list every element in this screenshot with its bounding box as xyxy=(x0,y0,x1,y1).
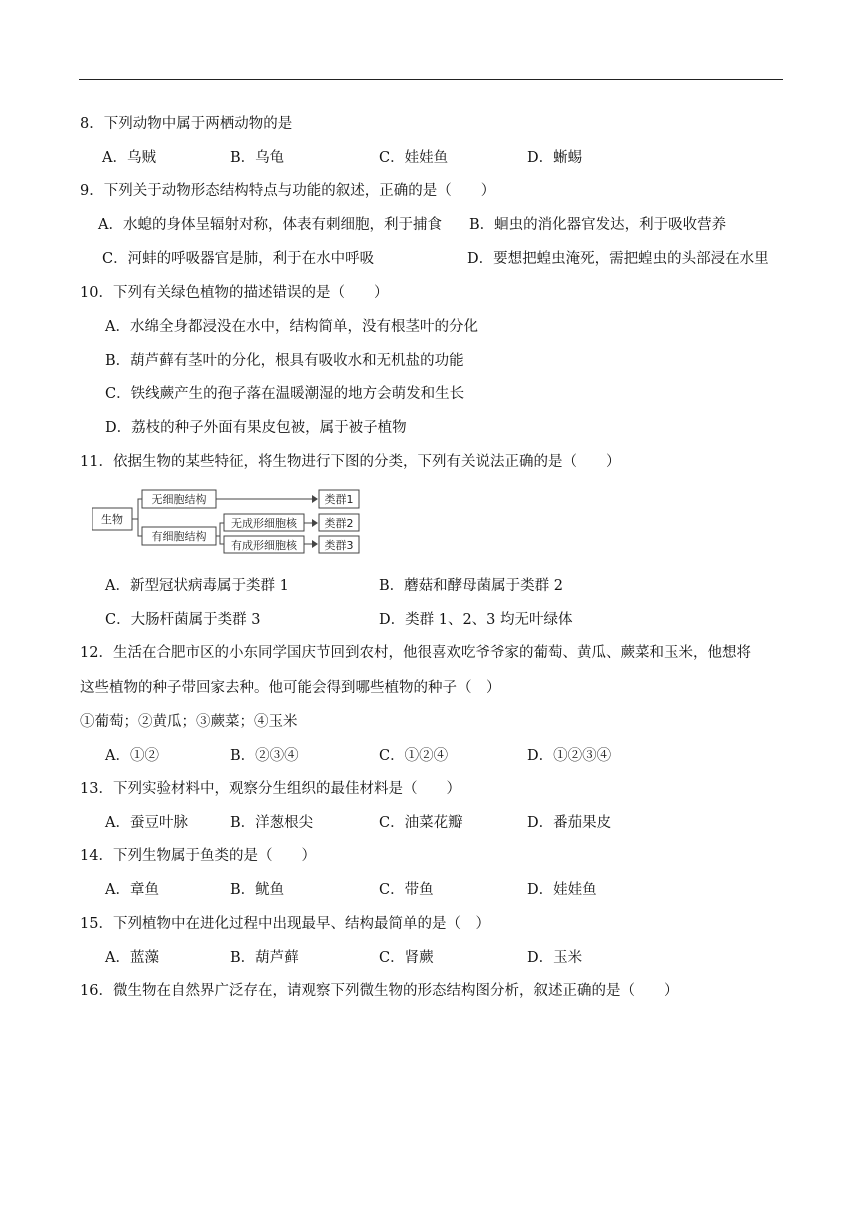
question-12-items: ①葡萄；②黄瓜；③蕨菜；④玉米 xyxy=(80,714,298,730)
question-8-option-c: C．娃娃鱼 xyxy=(379,150,449,166)
question-10-stem: 10．下列有关绿色植物的描述错误的是（ ） xyxy=(80,285,389,301)
question-15-option-d: D．玉米 xyxy=(527,950,583,966)
header-rule xyxy=(79,79,783,80)
question-13-option-d: D．番茄果皮 xyxy=(527,815,612,831)
diagram-root-connector xyxy=(132,499,142,536)
question-10-option-d: D．荔枝的种子外面有果皮包被，属于被子植物 xyxy=(105,420,407,436)
question-14-stem: 14．下列生物属于鱼类的是（ ） xyxy=(80,848,316,864)
question-13-stem: 13．下列实验材料中，观察分生组织的最佳材料是（ ） xyxy=(80,781,461,797)
question-12-option-d: D．①②③④ xyxy=(527,748,612,764)
diagram-arrowhead-3 xyxy=(312,540,318,548)
question-12-option-b: B．②③④ xyxy=(230,748,299,764)
question-9-stem: 9．下列关于动物形态结构特点与功能的叙述，正确的是（ ） xyxy=(80,183,496,199)
diagram-no-cell-label: 无细胞结构 xyxy=(151,493,207,506)
question-13-option-c: C．油菜花瓣 xyxy=(379,815,463,831)
diagram-group-3-label: 类群3 xyxy=(324,539,354,552)
diagram-no-nucleus-label: 无成形细胞核 xyxy=(231,517,297,530)
diagram-cell-connector xyxy=(216,523,224,544)
diagram-group-1-label: 类群1 xyxy=(324,493,354,506)
question-8-stem: 8．下列动物中属于两栖动物的是 xyxy=(80,116,293,132)
question-11-option-a: A．新型冠状病毒属于类群 1 xyxy=(105,578,289,594)
diagram-cell-label: 有细胞结构 xyxy=(151,530,207,543)
question-8-option-d: D．蜥蜴 xyxy=(527,150,583,166)
question-10-option-a: A．水绵全身都浸没在水中，结构简单，没有根茎叶的分化 xyxy=(105,319,478,335)
question-8-option-b: B．乌龟 xyxy=(230,150,285,166)
question-14-option-b: B．鱿鱼 xyxy=(230,882,285,898)
question-12-stem-line-1: 12．生活在合肥市区的小东同学国庆节回到农村，他很喜欢吃爷爷家的葡萄、黄瓜、蕨菜和玉米，他想将 xyxy=(80,645,751,661)
question-9-option-b: B．蛔虫的消化器官发达，利于吸收营养 xyxy=(469,217,727,233)
question-9-option-d: D．要想把蝗虫淹死，需把蝗虫的头部浸在水里 xyxy=(467,251,769,267)
diagram-group-2-label: 类群2 xyxy=(324,517,354,530)
question-12-option-c: C．①②④ xyxy=(379,748,449,764)
question-10-option-b: B．葫芦藓有茎叶的分化，根具有吸收水和无机盐的功能 xyxy=(105,353,464,369)
question-14-option-d: D．娃娃鱼 xyxy=(527,882,597,898)
question-11-option-d: D．类群 1、2、3 均无叶绿体 xyxy=(379,612,573,628)
classification-diagram xyxy=(92,486,372,558)
question-15-stem: 15．下列植物中在进化过程中出现最早、结构最简单的是（ ） xyxy=(80,916,490,932)
question-11-stem: 11．依据生物的某些特征，将生物进行下图的分类，下列有关说法正确的是（ ） xyxy=(80,454,621,470)
question-15-option-a: A．蓝藻 xyxy=(105,950,159,966)
question-9-option-a: A．水螅的身体呈辐射对称，体表有刺细胞，利于捕食 xyxy=(98,217,442,233)
question-11-option-c: C．大肠杆菌属于类群 3 xyxy=(105,612,261,628)
question-8-option-a: A．乌贼 xyxy=(102,150,156,166)
question-15-option-c: C．肾蕨 xyxy=(379,950,434,966)
question-13-option-b: B．洋葱根尖 xyxy=(230,815,314,831)
question-16-stem: 16．微生物在自然界广泛存在，请观察下列微生物的形态结构图分析，叙述正确的是（ ） xyxy=(80,983,679,999)
question-14-option-c: C．带鱼 xyxy=(379,882,434,898)
question-13-option-a: A．蚕豆叶脉 xyxy=(105,815,188,831)
question-12-option-a: A．①② xyxy=(105,748,159,764)
question-9-option-c: C．河蚌的呼吸器官是肺，利于在水中呼吸 xyxy=(102,251,375,267)
question-10-option-c: C．铁线蕨产生的孢子落在温暖潮湿的地方会萌发和生长 xyxy=(105,386,465,402)
diagram-arrowhead-2 xyxy=(312,519,318,527)
diagram-root-label: 生物 xyxy=(101,513,123,526)
diagram-arrowhead-1 xyxy=(312,495,318,503)
question-12-stem-line-2: 这些植物的种子带回家去种。他可能会得到哪些植物的种子（ ） xyxy=(80,680,501,696)
question-14-option-a: A．章鱼 xyxy=(105,882,159,898)
question-11-option-b: B．蘑菇和酵母菌属于类群 2 xyxy=(379,578,563,594)
diagram-has-nucleus-label: 有成形细胞核 xyxy=(231,539,297,552)
question-15-option-b: B．葫芦藓 xyxy=(230,950,299,966)
